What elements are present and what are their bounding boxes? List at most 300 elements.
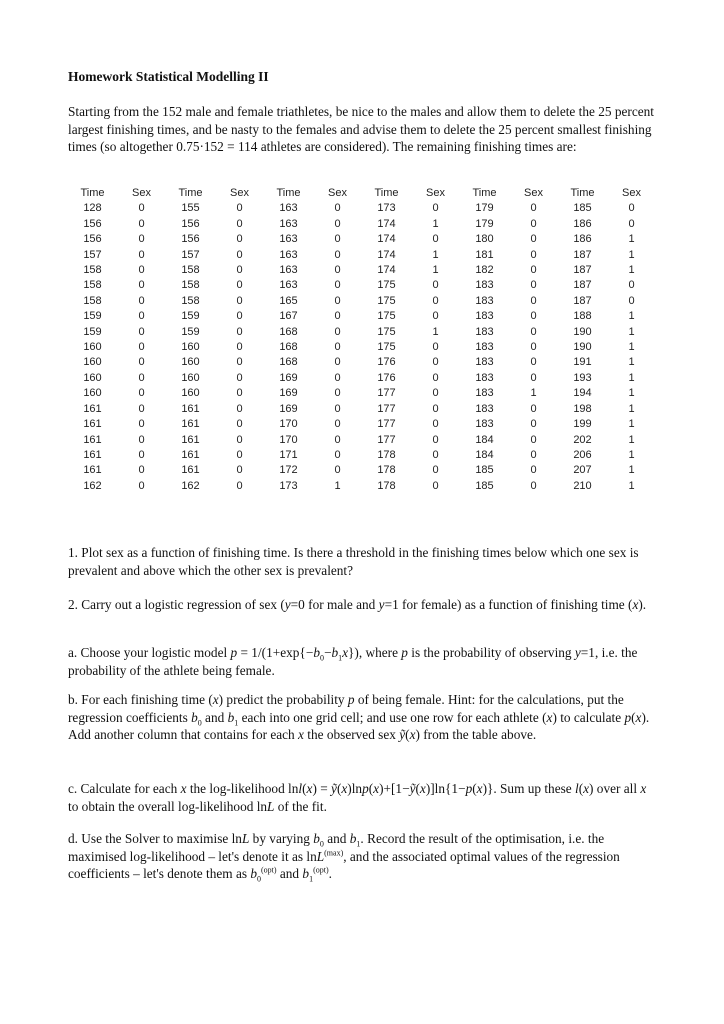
document-title: Homework Statistical Modelling II — [68, 69, 269, 84]
sex-cell: 0 — [628, 279, 635, 292]
sex-cell: 0 — [432, 341, 439, 354]
question-2a — [68, 644, 658, 679]
sex-cell: 1 — [628, 233, 635, 246]
text-segment: ). Add another column that contains for each — [68, 709, 650, 742]
sex-cell: 0 — [530, 433, 537, 446]
time-cell: 187 — [573, 294, 592, 307]
time-cell: 183 — [475, 341, 494, 354]
question-2 — [68, 596, 658, 614]
time-cell: 183 — [475, 310, 494, 323]
text-segment: . Record the result of the optimisation, i.e. the maximised log-likelihood – let's denote it as ln — [68, 831, 605, 864]
text-segment: 0 — [319, 839, 324, 849]
time-cell: 167 — [279, 310, 298, 323]
time-cell: 185 — [475, 464, 494, 477]
header-sex: Sex — [230, 187, 249, 199]
time-cell: 161 — [181, 433, 200, 446]
time-cell: 175 — [377, 341, 396, 354]
sex-cell: 0 — [530, 264, 537, 277]
text-segment: ) = — [312, 781, 332, 796]
time-cell: 191 — [573, 356, 592, 369]
text-segment: =0 for male and — [290, 597, 379, 612]
text-segment: ) from the table above. — [415, 727, 537, 742]
sex-cell: 1 — [432, 325, 439, 338]
time-cell: 161 — [83, 433, 102, 446]
time-cell: 163 — [279, 233, 298, 246]
time-cell: 176 — [377, 371, 396, 384]
sex-cell: 1 — [628, 341, 635, 354]
sex-cell: 0 — [432, 371, 439, 384]
text-segment: the observed sex — [303, 727, 400, 742]
sex-cell: 0 — [138, 233, 145, 246]
sex-cell: 0 — [530, 233, 537, 246]
time-cell: 169 — [279, 371, 298, 384]
time-cell: 162 — [83, 479, 102, 492]
time-cell: 161 — [181, 402, 200, 415]
text-segment: x — [546, 709, 553, 725]
sex-cell: 0 — [432, 433, 439, 446]
table-row — [68, 479, 656, 494]
sex-cell: 0 — [236, 464, 243, 477]
sex-cell: 0 — [432, 279, 439, 292]
table-body — [68, 201, 656, 494]
text-segment: x — [212, 692, 219, 707]
sex-cell: 0 — [138, 310, 145, 323]
table-row — [68, 263, 656, 278]
table-header-row — [68, 186, 656, 201]
time-cell: 185 — [573, 202, 592, 215]
sex-cell: 0 — [530, 202, 537, 215]
sex-cell: 0 — [138, 341, 145, 354]
time-cell: 184 — [475, 433, 494, 446]
time-cell: 198 — [573, 402, 592, 415]
sex-cell: 0 — [334, 279, 341, 292]
time-cell: 171 — [279, 448, 298, 461]
sex-cell: 0 — [138, 248, 145, 261]
sex-cell: 1 — [432, 264, 439, 277]
text-segment: (max) — [324, 848, 344, 858]
time-cell: 156 — [181, 217, 200, 230]
text-segment: L — [241, 831, 250, 846]
sex-cell: 0 — [530, 325, 537, 338]
text-segment: b — [302, 866, 310, 881]
sex-cell: 0 — [530, 464, 537, 477]
time-cell: 210 — [573, 479, 592, 492]
sex-cell: 1 — [628, 371, 635, 384]
table-row — [68, 340, 656, 355]
sex-cell: 0 — [236, 325, 243, 338]
text-segment: each into one grid cell; and use one row for each athlete ( — [238, 709, 547, 725]
sex-cell: 0 — [432, 448, 439, 461]
sex-cell: 1 — [628, 325, 635, 338]
time-cell: 157 — [83, 248, 102, 261]
time-cell: 161 — [83, 418, 102, 431]
time-cell: 169 — [279, 387, 298, 400]
sex-cell: 0 — [138, 387, 145, 400]
time-cell: 158 — [181, 264, 200, 277]
text-segment: and — [201, 709, 228, 725]
sex-cell: 0 — [432, 479, 439, 492]
text-segment: L — [316, 848, 325, 864]
sex-cell: 0 — [530, 418, 537, 431]
time-cell: 158 — [181, 279, 200, 292]
sex-cell: 0 — [138, 464, 145, 477]
time-cell: 179 — [475, 217, 494, 230]
text-segment: 1 — [234, 718, 239, 728]
sex-cell: 0 — [334, 248, 341, 261]
text-segment: x — [409, 727, 416, 742]
time-cell: 170 — [279, 418, 298, 431]
time-cell: 183 — [475, 279, 494, 292]
time-cell: 187 — [573, 264, 592, 277]
sex-cell: 0 — [334, 387, 341, 400]
text-segment: 0 — [257, 874, 261, 884]
sex-cell: 0 — [530, 248, 537, 261]
question-2d — [68, 830, 658, 883]
time-cell: 190 — [573, 325, 592, 338]
text-segment: ỹ — [409, 781, 416, 796]
text-segment: the log-likelihood ln — [186, 781, 299, 796]
time-cell: 177 — [377, 433, 396, 446]
text-segment: x — [476, 781, 483, 796]
sex-cell: 0 — [236, 264, 243, 277]
sex-cell: 0 — [334, 371, 341, 384]
time-cell: 183 — [475, 371, 494, 384]
text-segment: by varying — [249, 831, 314, 846]
time-cell: 156 — [83, 233, 102, 246]
text-segment: p — [347, 692, 355, 707]
time-cell: 128 — [83, 202, 102, 215]
sex-cell: 0 — [432, 402, 439, 415]
text-segment: Starting from the 152 male and female triathletes, be nice to the males and allow them to delete the 25 percent largest finishing times, and be nasty to the females and advise them to delete the 25 percent smallest finishing times (so altogether 0.75·152 = 114 athletes are considered). The remaining finishing times are: — [68, 104, 654, 154]
text-segment: b — [191, 709, 198, 725]
table-row — [68, 417, 656, 432]
sex-cell: 0 — [236, 294, 243, 307]
sex-cell: 0 — [138, 479, 145, 492]
sex-cell: 0 — [432, 202, 439, 215]
time-cell: 161 — [83, 464, 102, 477]
text-segment: c. Calculate for each — [68, 781, 181, 796]
time-cell: 160 — [181, 356, 200, 369]
text-segment: ( — [415, 781, 420, 796]
header-sex: Sex — [132, 187, 151, 199]
time-cell: 168 — [279, 341, 298, 354]
text-segment: x — [298, 727, 304, 742]
question-2c — [68, 780, 658, 815]
time-cell: 181 — [475, 248, 494, 261]
text-segment: and — [276, 866, 303, 881]
sex-cell: 0 — [236, 217, 243, 230]
time-cell: 183 — [475, 356, 494, 369]
sex-cell: 1 — [432, 248, 439, 261]
text-segment: ỹ — [399, 727, 406, 742]
sex-cell: 0 — [334, 402, 341, 415]
time-cell: 169 — [279, 402, 298, 415]
text-segment: p — [401, 645, 408, 660]
sex-cell: 1 — [628, 418, 635, 431]
text-segment: 1. Plot sex as a function of finishing time. Is there a threshold in the finishing times below which one sex is prevalent and above which the other sex is prevalent? — [68, 545, 639, 578]
time-cell: 160 — [83, 356, 102, 369]
time-cell: 163 — [279, 264, 298, 277]
sex-cell: 0 — [334, 264, 341, 277]
text-segment: ( — [578, 781, 584, 796]
header-time: Time — [178, 187, 203, 199]
text-segment: =1 for female) as a function of finishing time ( — [384, 597, 633, 612]
time-cell: 178 — [377, 479, 396, 492]
text-segment: ( — [336, 781, 342, 796]
text-segment: to obtain the overall log-likelihood ln — [68, 798, 268, 814]
header-sex: Sex — [524, 187, 543, 199]
time-cell: 160 — [181, 387, 200, 400]
time-cell: 160 — [83, 387, 102, 400]
text-segment: ( — [472, 781, 477, 796]
table-row — [68, 433, 656, 448]
text-segment: ) to calculate — [552, 709, 625, 725]
text-segment: x — [583, 781, 590, 796]
time-cell: 160 — [83, 371, 102, 384]
sex-cell: 0 — [432, 294, 439, 307]
time-cell: 182 — [475, 264, 494, 277]
time-cell: 174 — [377, 217, 396, 230]
sex-cell: 1 — [628, 387, 635, 400]
text-segment: is the probability of observing — [407, 645, 575, 660]
question-2b — [68, 691, 658, 744]
sex-cell: 0 — [530, 356, 537, 369]
sex-cell: 0 — [138, 202, 145, 215]
time-cell: 156 — [181, 233, 200, 246]
sex-cell: 0 — [628, 202, 635, 215]
time-cell: 175 — [377, 294, 396, 307]
table-row — [68, 201, 656, 216]
table-row — [68, 402, 656, 417]
time-cell: 177 — [377, 418, 396, 431]
sex-cell: 0 — [138, 217, 145, 230]
time-cell: 175 — [377, 325, 396, 338]
time-cell: 161 — [181, 418, 200, 431]
sex-cell: 0 — [432, 464, 439, 477]
sex-cell: 1 — [628, 264, 635, 277]
sex-cell: 0 — [334, 217, 341, 230]
table-row — [68, 325, 656, 340]
sex-cell: 0 — [432, 310, 439, 323]
time-cell: 158 — [83, 279, 102, 292]
text-segment: x — [635, 709, 642, 725]
time-cell: 179 — [475, 202, 494, 215]
time-cell: 185 — [475, 479, 494, 492]
sex-cell: 0 — [138, 433, 145, 446]
time-cell: 162 — [181, 479, 200, 492]
question-1 — [68, 544, 658, 579]
time-cell: 183 — [475, 387, 494, 400]
header-sex: Sex — [426, 187, 445, 199]
text-segment: )}. Sum up these — [482, 781, 575, 796]
sex-cell: 0 — [334, 202, 341, 215]
time-cell: 160 — [181, 341, 200, 354]
time-cell: 163 — [279, 217, 298, 230]
text-segment: a. Choose your logistic model — [68, 645, 231, 660]
table-row — [68, 278, 656, 293]
text-segment: b — [313, 645, 320, 660]
sex-cell: 0 — [432, 233, 439, 246]
sex-cell: 1 — [530, 387, 537, 400]
sex-cell: 1 — [628, 310, 635, 323]
table-row — [68, 463, 656, 478]
text-segment: =1, i.e. the probability of the athlete being female. — [68, 645, 638, 678]
text-segment: of being female. Hint: for the calculations, put the regression coefficients — [68, 692, 624, 725]
sex-cell: 0 — [334, 356, 341, 369]
sex-cell: 0 — [138, 325, 145, 338]
sex-cell: 0 — [334, 325, 341, 338]
time-cell: 155 — [181, 202, 200, 215]
text-segment: x — [632, 597, 639, 612]
sex-cell: 0 — [432, 418, 439, 431]
finishing-times-table — [68, 186, 656, 494]
sex-cell: 0 — [334, 464, 341, 477]
text-segment: (opt) — [261, 865, 277, 875]
table-row — [68, 386, 656, 401]
sex-cell: 0 — [334, 294, 341, 307]
time-cell: 178 — [377, 464, 396, 477]
sex-cell: 0 — [138, 356, 145, 369]
time-cell: 190 — [573, 341, 592, 354]
text-segment: b — [349, 831, 357, 846]
time-cell: 159 — [83, 310, 102, 323]
text-segment: x — [306, 781, 313, 796]
sex-cell: 0 — [334, 341, 341, 354]
time-cell: 158 — [83, 294, 102, 307]
text-segment: of the fit. — [274, 798, 327, 814]
text-segment: ( — [368, 781, 374, 796]
sex-cell: 0 — [530, 479, 537, 492]
text-segment: y — [284, 597, 291, 612]
sex-cell: 0 — [138, 418, 145, 431]
sex-cell: 0 — [628, 294, 635, 307]
time-cell: 156 — [83, 217, 102, 230]
text-segment: ( — [405, 727, 410, 742]
sex-cell: 0 — [236, 202, 243, 215]
time-cell: 183 — [475, 294, 494, 307]
sex-cell: 1 — [628, 248, 635, 261]
sex-cell: 0 — [530, 294, 537, 307]
sex-cell: 0 — [138, 264, 145, 277]
sex-cell: 1 — [628, 464, 635, 477]
sex-cell: 0 — [138, 279, 145, 292]
sex-cell: 0 — [236, 341, 243, 354]
sex-cell: 0 — [236, 310, 243, 323]
text-segment: }), where — [348, 645, 402, 660]
table-row — [68, 217, 656, 232]
header-time: Time — [276, 187, 301, 199]
time-cell: 177 — [377, 387, 396, 400]
time-cell: 160 — [83, 341, 102, 354]
sex-cell: 0 — [334, 233, 341, 246]
sex-cell: 1 — [334, 479, 341, 492]
text-segment: = 1/(1+exp{− — [237, 645, 314, 660]
sex-cell: 0 — [138, 294, 145, 307]
text-segment: 0 — [319, 653, 324, 663]
time-cell: 184 — [475, 448, 494, 461]
sex-cell: 0 — [334, 418, 341, 431]
time-cell: 161 — [83, 448, 102, 461]
sex-cell: 0 — [236, 402, 243, 415]
time-cell: 174 — [377, 233, 396, 246]
text-segment: 0 — [197, 718, 202, 728]
sex-cell: 0 — [236, 387, 243, 400]
sex-cell: 0 — [432, 387, 439, 400]
table-row — [68, 448, 656, 463]
text-segment: x — [419, 781, 426, 796]
time-cell: 157 — [181, 248, 200, 261]
text-segment: l — [575, 781, 579, 796]
sex-cell: 0 — [236, 479, 243, 492]
header-sex: Sex — [622, 187, 641, 199]
time-cell: 163 — [279, 279, 298, 292]
sex-cell: 0 — [530, 341, 537, 354]
time-cell: 173 — [279, 479, 298, 492]
time-cell: 206 — [573, 448, 592, 461]
table-row — [68, 232, 656, 247]
text-segment: ). — [638, 597, 647, 612]
time-cell: 159 — [83, 325, 102, 338]
time-cell: 175 — [377, 279, 396, 292]
sex-cell: 0 — [138, 448, 145, 461]
sex-cell: 0 — [138, 371, 145, 384]
sex-cell: 0 — [236, 279, 243, 292]
text-segment: x — [640, 781, 647, 796]
time-cell: 158 — [181, 294, 200, 307]
time-cell: 160 — [181, 371, 200, 384]
time-cell: 183 — [475, 325, 494, 338]
time-cell: 163 — [279, 248, 298, 261]
time-cell: 183 — [475, 402, 494, 415]
sex-cell: 0 — [236, 356, 243, 369]
text-segment: p — [624, 709, 632, 725]
sex-cell: 0 — [334, 433, 341, 446]
header-sex: Sex — [328, 187, 347, 199]
text-segment: ) predict the probability — [218, 692, 348, 707]
time-cell: 194 — [573, 387, 592, 400]
time-cell: 183 — [475, 418, 494, 431]
table-row — [68, 248, 656, 263]
time-cell: 178 — [377, 448, 396, 461]
time-cell: 193 — [573, 371, 592, 384]
sex-cell: 1 — [628, 433, 635, 446]
time-cell: 165 — [279, 294, 298, 307]
text-segment: b. For each finishing time ( — [68, 692, 213, 707]
time-cell: 187 — [573, 248, 592, 261]
sex-cell: 1 — [432, 217, 439, 230]
text-segment: (opt) — [313, 865, 329, 875]
time-cell: 188 — [573, 310, 592, 323]
time-cell: 170 — [279, 433, 298, 446]
sex-cell: 0 — [334, 448, 341, 461]
header-time: Time — [80, 187, 105, 199]
time-cell: 186 — [573, 233, 592, 246]
text-segment: b — [313, 831, 320, 846]
time-cell: 175 — [377, 310, 396, 323]
text-segment: x — [373, 781, 380, 796]
table-row — [68, 294, 656, 309]
sex-cell: 0 — [530, 217, 537, 230]
time-cell: 202 — [573, 433, 592, 446]
time-cell: 186 — [573, 217, 592, 230]
time-cell: 172 — [279, 464, 298, 477]
text-segment: x — [341, 781, 348, 796]
text-segment: 1 — [338, 653, 343, 663]
text-segment: b — [331, 645, 339, 660]
time-cell: 161 — [83, 402, 102, 415]
time-cell: 168 — [279, 325, 298, 338]
sex-cell: 0 — [138, 402, 145, 415]
